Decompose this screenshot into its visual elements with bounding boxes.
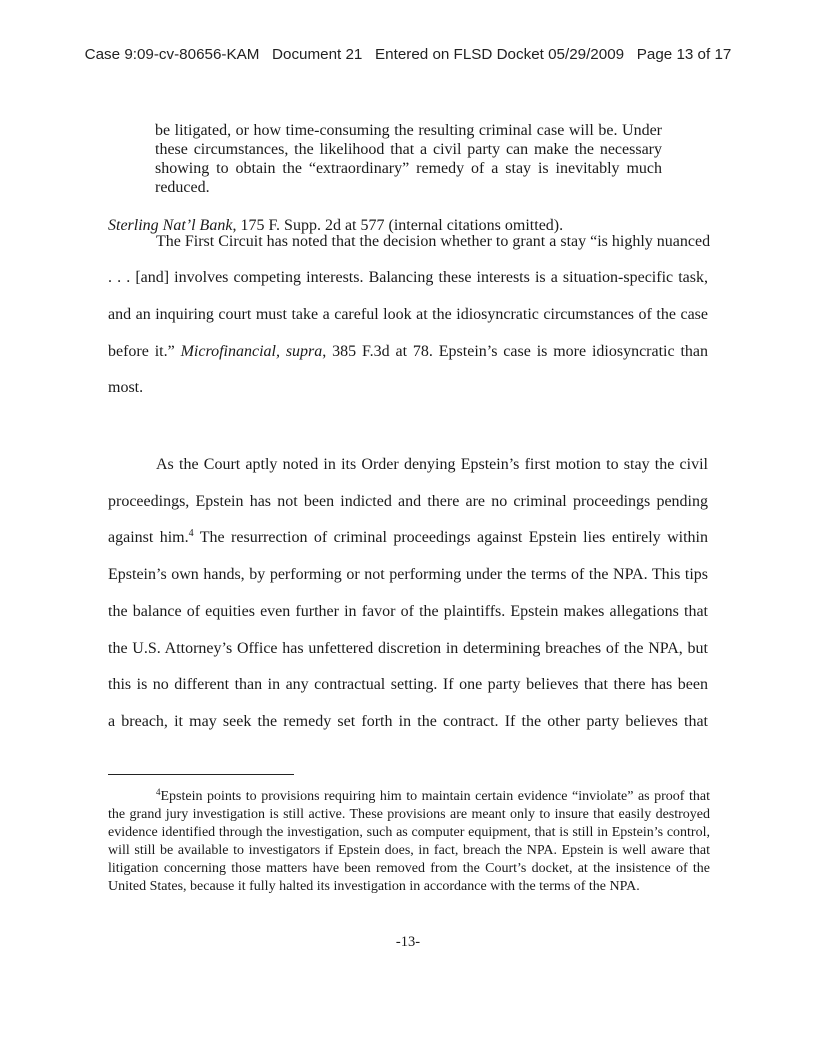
footnote-text: Epstein points to provisions requiring him to maintain certain evidence “inviolate” as proof that the grand jury investigation is still active. These provisions are meant only to insure that easily destroyed evidence identified through the investigation, such as computer equipment, that is still in Epstein’s control, will still be available to investigators if Epstein does, in fact, breach the NPA. Epstein is well aware that litigation concerning those matters have been removed from the Court’s docket, at the insistence of the United States, because it fully halted its investigation in accordance with the terms of the NPA. — [108, 789, 710, 894]
paragraph-line — [108, 528, 708, 548]
paragraph-line: the U.S. Attorney’s Office has unfettered discretion in determining breaches of the NPA, but — [108, 640, 708, 657]
paragraph-line: proceedings, Epstein has not been indicted and there are no criminal proceedings pending — [108, 493, 708, 510]
paragraph-line: the balance of equities even further in favor of the plaintiffs. Epstein makes allegations that — [108, 603, 708, 620]
paragraph-line-text: , 385 F.3d at 78. Epstein’s case is more idiosyncratic than — [322, 343, 709, 360]
paragraph-line: most. — [108, 379, 144, 396]
citation-reporter: , 175 F. Supp. 2d at 577 (internal citations omitted). — [232, 217, 564, 234]
footnote-reference: 4 — [188, 528, 194, 539]
paragraph-line-text: against him. — [108, 529, 189, 546]
paragraph-line: As the Court aptly noted in its Order denying Epstein’s first motion to stay the civil — [156, 456, 708, 473]
paragraph-line-text: before it.” — [108, 343, 181, 360]
paragraph-line — [108, 342, 708, 362]
case-header: Case 9:09-cv-80656-KAM Document 21 Entered on FLSD Docket 05/29/2009 Page 13 of 17 — [84, 46, 732, 63]
citation-case-name: Sterling Nat’l Bank — [108, 217, 233, 234]
paragraph-line: . . . [and] involves competing interests. Balancing these interests is a situation-specific task, — [108, 269, 708, 286]
paragraph-line-text: The resurrection of criminal proceedings against Epstein lies entirely within — [193, 529, 708, 546]
block-quote: be litigated, or how time-consuming the resulting criminal case will be. Under these circumstances, the likelihood that a civil party can make the necessary showing to obtain the “extraordinary” remedy of a stay is inevitably much reduced. — [155, 122, 662, 196]
case-cite: Microfinancial, supra — [180, 343, 323, 360]
footnote-4 — [108, 788, 710, 896]
paragraph-line: Epstein’s own hands, by performing or not performing under the terms of the NPA. This tips — [108, 566, 708, 583]
paragraph-line: this is no different than in any contractual setting. If one party believes that there has been — [108, 676, 708, 693]
footnote-separator — [108, 774, 294, 775]
paragraph-line: a breach, it may seek the remedy set forth in the contract. If the other party believes that — [108, 713, 708, 730]
paragraph-line: and an inquiring court must take a careful look at the idiosyncratic circumstances of the case — [108, 306, 708, 323]
page-number: -13- — [395, 934, 421, 950]
footnote-marker: 4 — [156, 787, 161, 797]
paragraph-line: The First Circuit has noted that the decision whether to grant a stay “is highly nuanced — [156, 233, 711, 250]
